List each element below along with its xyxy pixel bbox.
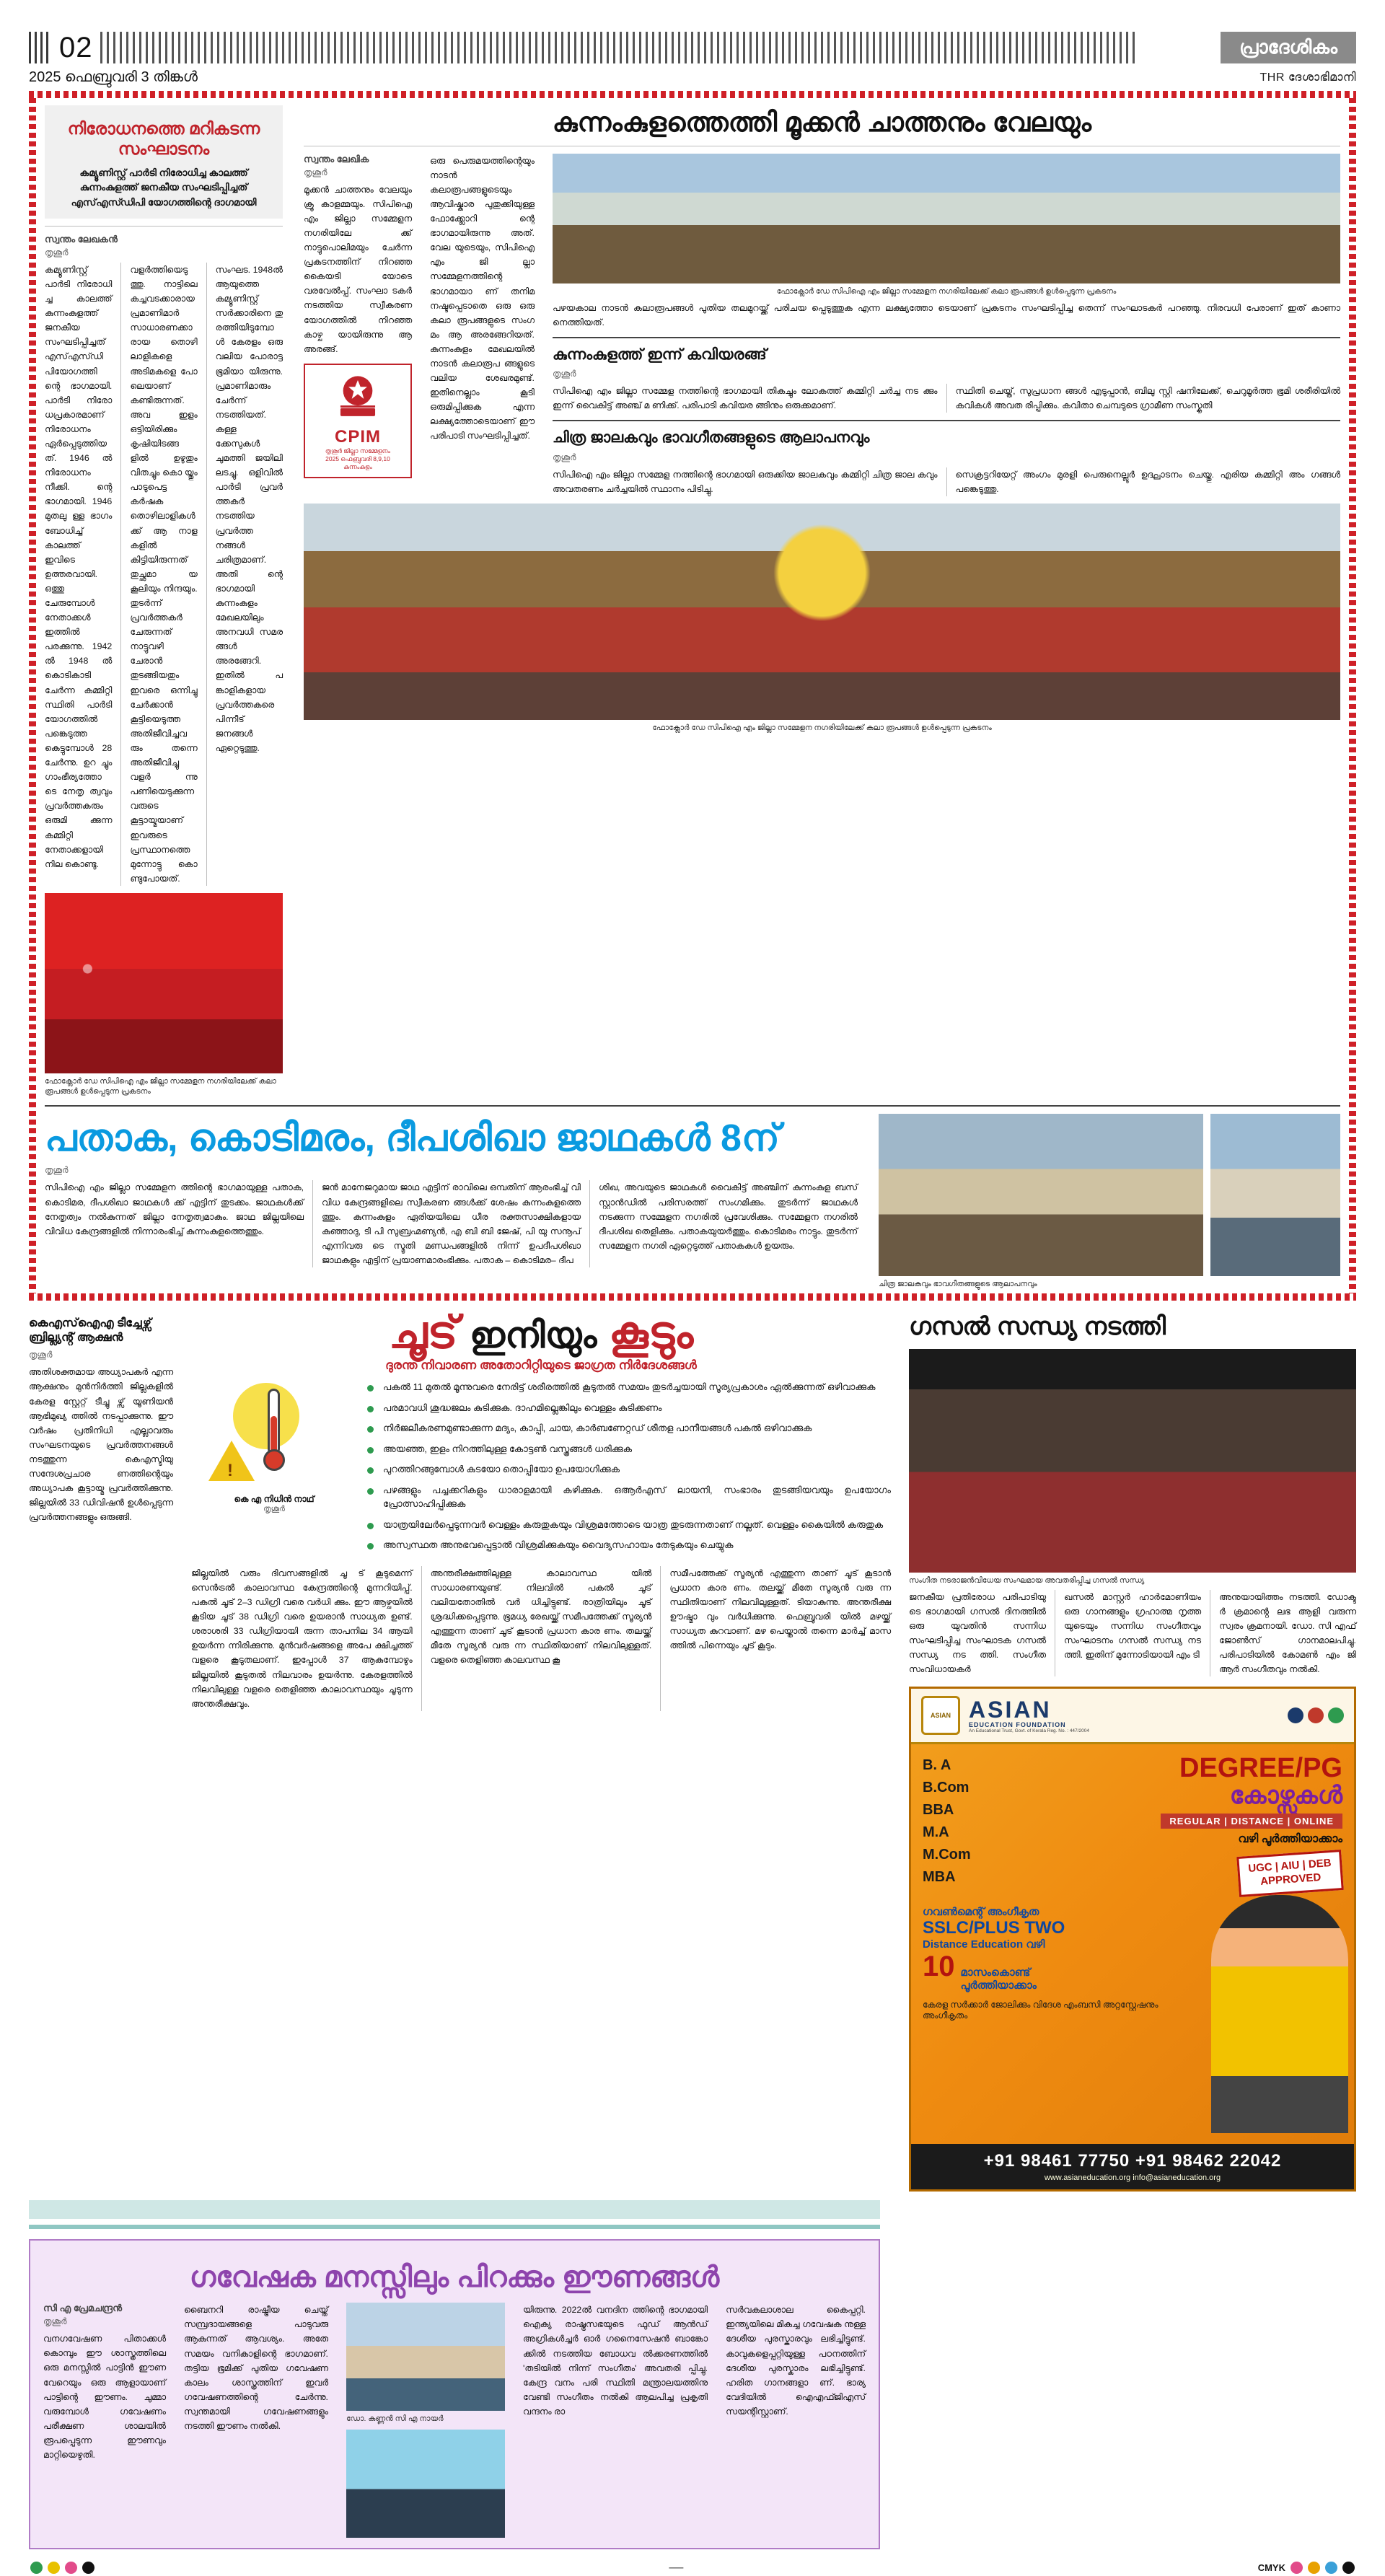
sub-article-1-headline: കുന്നംകുളത്ത് ഇന്ന് കവിയരങ്ങ് [553, 346, 767, 364]
barcode-left [29, 32, 52, 63]
heat-bullet-4: അയഞ്ഞ, ഇളം നിറത്തിലുള്ള കോട്ടൺ വസ്ത്രങ്ങൾ ധരിക്കുക [367, 1442, 891, 1456]
heat-bullet-3: നിർജലീകരണമുണ്ടാക്കുന്ന മദ്യം, കാപ്പി, ചായ, കാർബണേറ്റഡ് ശീതള പാനീയങ്ങൾ പകൽ ഒഴിവാക്കുക [367, 1421, 891, 1436]
ad-course-0: B. A [923, 1757, 951, 1774]
article-jatha [45, 1114, 858, 1267]
asian-logo-icon: ASIAN [921, 1696, 960, 1735]
heat-headline-red2: കൂടും [608, 1308, 694, 1358]
ad-course-5: MBA [923, 1869, 956, 1886]
ad-brand-name: ASIAN [969, 1696, 1052, 1723]
left-article-intro: കമ്യൂണിസ്റ്റ് പാർടി നിരോധിച്ച കാലത്ത് കുന്നംകുളത്ത് ജനകീയ സംഘടിപ്പിച്ചത് എസ്എസ്ഡിപി യോഗത്തിന്റെ ദാഗമായി [71, 167, 257, 208]
masthead-meta-row [29, 69, 1356, 86]
thermometer-graphic-block [191, 1380, 357, 1514]
teal-separator-line [29, 2225, 880, 2229]
center-article-col3: പഴയകാല നാടൻ കലാരൂപങ്ങൾ പുതിയ തലമുറയ്ക്ക് പരിചയ പ്പെടുത്തുക എന്ന ലക്ഷ്യത്തോ ടെയാണ് പ്രകടനം സംഘടിപ്പിച്ച തെന്ന് സംഘാടകർ പറഞ്ഞു. നിരവധി പേരാണ് ഇത് കാണാ നെത്തിയത്. [553, 302, 1340, 328]
heat-bullet-1: പകൽ 11 മുതൽ മൂന്നുവരെ നേരിട്ട് ശരീരത്തിൽ കൂടുതൽ സമയം തുടർച്ചയായി സൂര്യപ്രകാശം ഏൽക്കുന്നത് ഒഴിവാക്കുക [367, 1380, 891, 1394]
research-col4: സർവകലാശാല കൈപ്പറ്റി. ഇന്ത്യയിലെ മികച്ച ഗവേഷക നുള്ള ദേശീയ പുരസ്കാരവും ലഭിച്ചിട്ടുണ്ട്. കാവുകളെപ്പറ്റിയുള്ള പഠനത്തിന് ദേശീയ പുരസ്കാരം ലഭിച്ചിട്ടുണ്ട്. ഹരിത ഗാനങ്ങളാ ണ്. ഭാര്യ വേദിയിൽ ഐഎഫ്ജിഎസ് സയന്റിസ്റ്റാണ്. [726, 2305, 866, 2417]
left-article-byline: തൃശൂർ [45, 247, 69, 258]
badge-icon-1 [1288, 1707, 1303, 1723]
ad-mode-sub: വഴി പൂർത്തിയാക്കാം [1238, 1832, 1342, 1845]
ad-distance-line: Distance Education വഴി [923, 1938, 1045, 1951]
ad-phone-numbers[interactable]: +91 98461 77750 +91 98462 22042 [983, 2151, 1282, 2171]
barcode-fill [100, 32, 1218, 63]
masthead-bar-row [29, 30, 1356, 63]
photo-researcher-portrait [346, 2303, 505, 2411]
research-photo-col [346, 2303, 505, 2538]
jatha-byline: തൃശൂർ [45, 1165, 69, 1176]
ghazal-photo-caption: സംഗീത നടരാജൻവിധേയ സംഘമായ അവതരിപ്പിച്ച ഗസൽ സന്ധ്യ [909, 1575, 1145, 1585]
jatha-col1: സിപിഐ എം ജില്ലാ സമ്മേളന ത്തിന്റെ ഭാഗമായുള്ള പതാക, കൊടിമര, ദീപശിഖാ ജാഥകൾ ക്ക് എട്ടിന് തുടക്കം. ജാഥകൾക്ക് നേതൃത്വം നൽകുന്നത് ജില്ലാ നേതൃത്വമാകും. ജാഥ ജില്ലയിലെ വിവിധ കേന്ദ്രങ്ങളിൽ നിന്നാരംഭിച്ച് കുന്നംകുളത്തെത്തും. [45, 1182, 304, 1236]
heat-bullet-2: പരമാവധി ശുദ്ധജലം കുടിക്കുക. ദാഹമില്ലെങ്കിലും വെള്ളം കുടിക്കണം [367, 1401, 891, 1415]
ad-student-photo [1211, 1895, 1348, 2133]
badge-icon-3 [1328, 1707, 1344, 1723]
footer-dash: — [669, 2559, 684, 2576]
top-red-frame [29, 91, 1356, 1301]
cmyk-dot-yellow [1308, 2562, 1320, 2574]
sub-article-2-col1: സിപിഐ എം ജില്ലാ സമ്മേള നത്തിന്റെ ഭാഗമായി ഒരുക്കിയ ജാലകവും കമ്മിറ്റി ചിത്ര ജാല കവും അവതരണം ചർച്ചയിൽ സ്ഥാനം പിടിച്ചു. [553, 469, 938, 494]
heat-col1: ജില്ലയിൽ വരും ദിവസങ്ങളിൽ ചൂ ട് കൂടുമെന്ന് സെൻട്രൽ കാലാവസ്ഥ കേന്ദ്രത്തിന്റെ മുന്നറിയിപ്പ്. പകൽ ചൂട് 2–3 ഡിഗ്രി വരെ വർധി ക്കും. ഈ ആഴ്ചയിൽ കൂടിയ ചൂട് 38 ഡിഗ്രി വരെ ഉയരാൻ സാധ്യത ഉണ്ട്. ശരാശരി 33 ഡിഗ്രിയായി രുന്ന താപനില 34 ആയി ഉയർന്ന ന്നിരിക്കുന്നു. മുൻവർഷങ്ങളെ അപേ ക്ഷിച്ചത്ത് വളരെ കൂടുതലാണ്. ഇപ്പോൾ 37 ആകുമ്പോഴും ജില്ലയിൽ കൂടുതൽ നിലവാരം ഉയർന്നു. കേരളത്തിൽ നിലവിലുള്ള വളരെ തെളിഞ്ഞ കാലാവസ്ഥയും ചൂടുന്ന അന്തരീക്ഷവും. [191, 1568, 413, 1709]
heat-headline-black: ഇനിയും [470, 1315, 597, 1356]
ad-course-3: M.A [923, 1824, 949, 1841]
cmyk-dot-magenta [1291, 2562, 1303, 2574]
teal-separator-strip [29, 2200, 880, 2219]
ad-course-4: M.Com [923, 1847, 971, 1863]
jatha-headline: പതാക, കൊടിമരം, ദീപശിഖാ ജാഥകൾ 8ന് [45, 1117, 780, 1160]
kstu-byline: തൃശൂർ [29, 1350, 53, 1360]
jatha-col3: ശിഖ, അവയുടെ ജാഥകൾ വൈകിട്ട് അഞ്ചിന് കുന്നംകുള ബസ് സ്റ്റാൻഡിൽ പരിസരത്ത് സംഗമിക്കും. തുടർന്ന് ജാഥകൾ നടക്കുന്ന സമ്മേളന നഗരിൽ പ്രവേശിക്കും. സമ്മേളന നഗരിൽ ദീപശിഖ തെളിക്കും. പതാകയുയർത്തും. കൊടിമരം നാട്ടും. തുടർന്ന് സമ്മേളന നഗരി ഏറ്റെടുത്ത് പതാകകൾ ഉയരും. [599, 1182, 858, 1251]
research-kicker-col [43, 2303, 166, 2462]
ad-footer-note: കേരള സർക്കാർ ജോലിക്കും വിദേശ എംബസി അറ്റസ്റ്റേഷനും അംഗീകൃതം [923, 2000, 1158, 2021]
article-research [29, 2239, 880, 2549]
ad-approval-line: UGC | AIU | DEB [1247, 1856, 1332, 1875]
photo-ghazal-performance [909, 1349, 1356, 1573]
jatha-photo-block [879, 1114, 1340, 1289]
meeting-photo-caption: ഫോക്ലോർ ഡേ സിപിഐ എം ജില്ലാ സമ്മേളന നഗരിയിലേക്ക് കലാ രൂപങ്ങൾ ഉൾപ്പെടുന്ന പ്രകടനം [776, 286, 1117, 296]
kstu-text: അതിശക്തമായ അധ്യാപകർ എന്ന ആക്ഷനും മുൻനിർത്തി ജില്ലകളിൽ കേരള സ്റ്റേറ്റ് ടീച്ചു ഴ്സ് യൂണിയൻ ആഭിമുഖ്യ ത്തിൽ നടപ്പാക്കുന്നു. ഈ വർഷം പ്രതിനിധി എല്ലാവരും സംഘടനയുടെ പ്രവർത്തനങ്ങൾ നടത്തുന്ന കെഎസ്ടിയു സന്ദേശപ്രചാര ണത്തിന്റെയും അധ്യാപക കൂട്ടായ്മ പ്രവർത്തിക്കുന്നു. ജില്ലയിൽ 33 ഡിവിഷൻ ഉൾപ്പെടുന്ന പ്രവർത്തനങ്ങളും ഒരുങ്ങി. [29, 1367, 173, 1523]
ad-course-list [923, 1754, 1074, 1893]
sub-article-1-byline: തൃശൂർ [553, 369, 576, 379]
ad-degree-line: DEGREE/PG [1179, 1753, 1342, 1784]
middle-band [29, 1308, 1356, 2192]
left-article-kicker: സ്വന്തം ലേഖകൻ [45, 233, 118, 245]
photo-jatha-speaker [1210, 1114, 1340, 1276]
page-footer [29, 2549, 1356, 2576]
ghazal-col2: ഖസൽ മാസ്റ്റർ ഹാർമോണിയം ഒരു ഗാനങ്ങളും ഗ്രഹാത്മ നൃത്ത യുടെയും സന്നിധ സംഗീതവും സംഘാടനം ഗസൽ സന്ധ്യ നട ത്തി. ഇതിന് മുന്നോടിയായി എം ടി [1064, 1591, 1201, 1661]
ad-header [911, 1689, 1354, 1744]
ghazal-headline: ഗസൽ സന്ധ്യ നടത്തി [909, 1313, 1166, 1341]
center-article-kicker: സ്വന്തം ലേഖിക [304, 153, 369, 164]
heat-byline: തൃശൂർ [263, 1505, 285, 1514]
thermometer-bulb-icon [263, 1449, 285, 1471]
left-article-headline: നിരോധനത്തെ മറികടന്ന സംഘാടനം [67, 119, 260, 159]
red-frame-top-border [29, 91, 1356, 98]
research-photo-caption: ഡോ. കണ്ണൻ സി എ നായർ [346, 2414, 444, 2424]
ad-course-2: BBA [923, 1802, 954, 1819]
left-article-headbox [45, 105, 283, 219]
research-col4-block [726, 2303, 866, 2419]
center-mid-col [430, 154, 535, 444]
ad-contact-footer[interactable] [911, 2144, 1354, 2189]
cmyk-label: CMYK [1257, 2562, 1285, 2574]
heat-advisory-title: ദുരന്ത നിവാരണ അതോറിറ്റിയുടെ ജാഗ്രത നിർദേശങ്ങൾ [385, 1358, 697, 1373]
heat-bullet-list [357, 1380, 891, 1559]
heat-bullet-6: പഴങ്ങളും പച്ചക്കറികളും ധാരാളമായി കഴിക്കുക. ഒആർഎസ് ലായനി, സംഭാരം തുടങ്ങിയവയും ഉപയോഗം പ്രോത്സാഹിപ്പിക്കുക [367, 1483, 891, 1511]
ad-degree-line-ml: കോഴ്സുകൾ [1229, 1781, 1342, 1809]
thermometer-icon [198, 1380, 350, 1488]
article-heat [191, 1308, 892, 1710]
center-article-col2: ഒരു പെരുമയത്തിന്റെയും നാടൻ കലാരൂപങ്ങളുടെയും ആവിഷ്കാര പുതുക്കിയുള്ള ഫോക്ക്ലോറി ന്റെ ഭാഗമായിരുന്നു അത്. വേല യുടെയും, സിപിഐ എം ജി ല്ലാ സമ്മേളനത്തിന്റെ ഭാഗമായാ ണ് തനിമ നഷ്ടപ്പെടാതെ ഒരു ഒരു കലാ രൂപങ്ങളുടെ സംഗ മം ആ അരങ്ങേറിയത്. കുന്നംകുളം മേഖലയിൽ നാടൻ കലാരൂപ ങ്ങളുടെ വലിയ ശേഖരമുണ്ട്. ഇതിനെല്ലാം കൂടി ഒരുമിപ്പിക്കുക എന്ന ലക്ഷ്യത്തോടെയാണ് ഈ പരിപാടി സംഘടിപ്പിച്ചത്. [430, 155, 535, 441]
jatha-photo-caption: ചിത്ര ജാലകവും ഭാവഗീതങ്ങളുടെ ആലാപനവും [879, 1280, 1037, 1289]
heat-headline-red1: ചൂട് [388, 1308, 458, 1358]
ad-duration-number: 10 [923, 1951, 955, 1983]
section-tag: പ്രാദേശികം [1221, 32, 1356, 63]
ad-approval-sub: APPROVED [1259, 1871, 1322, 1888]
dot-green [30, 2562, 43, 2574]
ad-offer-block [1074, 1754, 1342, 1893]
publication-date: 2025 ഫെബ്രുവരി 3 തിങ്കൾ [29, 69, 198, 85]
ad-mode-badge: REGULAR | DISTANCE | ONLINE [1161, 1814, 1342, 1829]
cmyk-dot-black [1342, 2562, 1355, 2574]
ghazal-col3: അനുയായിത്തം നടത്തി. ഡോക്ട ർ ക്രമാൻ്റെ ലഭ ആളി വരുന്ന സ്വരം ക്രമനായി. ഡോ. സി എഫ് ജോൺസ് ഗാനമാലപിച്ചു. പരിപാടിയിൽ കോമൺ എം ജി ആർ സംഗീതവും നൽകി. [1219, 1591, 1356, 1675]
warning-exclamation-icon: ! [227, 1461, 233, 1481]
photo-jatha-meeting [879, 1114, 1203, 1276]
photo-studio-mic [346, 2430, 505, 2538]
sub-article-1-col2: സ്ഥിതി ചെയ്ത്, സുപ്രധാന ങ്ങൾ എടുപ്പാൻ, ബിലു സ്റ്റി ഷനിലേക്ക്, ചെറുമൂർത്ത ഭൂമി ശരീരിയിൽ കവികൾ അവത രിപ്പിക്കും. കവിതാ ചെമ്പടുടെ ഗ്രാമീണ സംസ്കൃതി [955, 386, 1340, 411]
jatha-col2: ജൻ മാനേജറുമായ ജാഥ എട്ടിന് രാവിലെ ഒമ്പതിന് ആരംഭിച്ച് വി വിധ കേന്ദ്രങ്ങളിലെ സ്വീകരണ ങ്ങൾക്ക് ശേഷം കുന്നംകുളത്തെ ത്തും. കുന്നംകുളം ഏരിയയിലെ ധീര രക്തസാക്ഷികളായ കുഞ്ഞാദു, ടി പി സുബ്രഹ്മണ്യൻ, എ ബി ബി ജേഷ്, പി യു സനൂപ് എന്നിവരു ടെ സ്മൃതി മണ്ഡപങ്ങളിൽ നിന്ന് ഉപദീപശിഖാ ജാഥകളും എട്ടിന് പ്രയാണമാരംഭിക്കും. പതാക – കൊടിമര– ദീപ [322, 1182, 581, 1265]
cpim-logo-block [304, 364, 412, 478]
red-frame-left-border [29, 98, 36, 1293]
ad-months-line: മാസംകൊണ്ട് [960, 1966, 1031, 1979]
cmyk-dot-cyan [1325, 2562, 1337, 2574]
cmyk-marks [1258, 2562, 1355, 2574]
red-frame-right-border [1349, 98, 1356, 1293]
heat-col2: അന്തരീക്ഷത്തിലുള്ള കാലാവസ്ഥ യിൽ സാധാരണയുണ്ട്. നിലവിൽ പകൽ ചൂട് വലിയതോതിൽ വർ ധിച്ചിട്ടുണ്ട്. രാത്രിയിലും ചൂട് ശ്രദ്ധിക്കപ്പെടുന്നു. ഭൂമധ്യ രേഖയ്ക്ക് സമീപത്തേക്ക് സൂര്യൻ എത്തുന്ന താണ് ചൂട് കൂടാൻ പ്രധാന കാര ണം. തലയ്ക്ക് മീതേ സൂര്യൻ വരു ന്ന സ്ഥിതിയാണ് നിലവിലുള്ളത്. വളരെ തെളിഞ്ഞ കാലവസ്ഥ കൂ [430, 1568, 652, 1666]
cpim-logo-title: CPIM [335, 426, 381, 447]
heat-author: കെ എ നിധിൻ നാഥ് [234, 1494, 315, 1505]
ad-complete-line: പൂർത്തിയാക്കാം [960, 1979, 1037, 1992]
ad-asian-education[interactable] [909, 1687, 1356, 2192]
dot-black [82, 2562, 94, 2574]
sun-icon [233, 1383, 299, 1449]
ad-brand-registration: An Educational Trust, Govt. of Kerala Reg. No. : 447/2004 [969, 1728, 1089, 1733]
article-kstu [29, 1311, 173, 1524]
left-article-col1: കമ്യൂണിസ്റ്റ് പാർടി നിരോധി ച്ച കാലത്ത് കുന്നംകുളത്ത് ജനകീയ സംഘടിപ്പിച്ചത് എസ്എസ്ഡിപിയോഗത്തി ന്റെ ഭാഗമായി. പാർടി നിരോ ധപ്രകാരമാണ് നിരോധനം ഏർപ്പെടുത്തിയത്. 1946 ൽ നിരോധനം നീക്കി. ന്റെ ഭാഗമായി. 1946 മുതലു ള്ള ഭാഗം ബോധിച്ച് കാലത്ത് ഇവിടെ ഉത്തരവായി. ഒത്തു ചേരുമ്പോൾ നേതാക്കൾ ഇത്തിൽ പരക്കുന്നു. 1942 ൽ 1948 ൽ കൊടികാടി ചേർന്ന കമ്മിറ്റി സ്ഥിതി പാർടി യോഗത്തിൽ പങ്കെടുത്ത കെട്ടുമ്പോൾ 28 ചേർന്നു. ഉറ ച്ചും ഗാംഭീര്യത്തോടെ നേതൃ ത്വവും പ്രവർത്തകരും ഒരുമി ക്കുന്ന കമ്മിറ്റി നേതാക്കളായി നില കൊണ്ടു. [45, 264, 113, 869]
center-article-col1: മൂക്കൻ ചാത്തനും വേലയും ക്രൂ കാളമ്മയും. സിപിഐ എം ജില്ലാ സമ്മേളന നഗരിയിലേ ക്ക് നാട്ടുപൊലിമയും ചേർന്ന പ്രകടനത്തിന് നിറഞ്ഞ കൈയടി യോടെ വരവേൽപ്പ്. സംഘാ ടകർ നടത്തിയ സ്വീകരണ യോഗത്തിൽ നിറഞ്ഞ കാഴ്ച യായിരുന്നു ആ അരങ്ങ്. [304, 184, 412, 354]
sub-article-2-headline: ചിത്ര ജാലകവും ഭാവഗീതങ്ങളുടെ ആലാപനവും [553, 429, 870, 447]
rally-photo-caption: ഫോക്ലോർ ഡേ സിപിഐ എം ജില്ലാ സമ്മേളന നഗരിയിലേക്ക് കലാ രൂപങ്ങൾ ഉൾപ്പെടുന്ന പ്രകടനം [45, 1076, 276, 1096]
ad-govt-line: ഗവൺമെന്റ് അംഗീകൃത [923, 1906, 1039, 1919]
ghazal-col1: ജനകീയ പ്രതിരോധ പരിപാടിയു ടെ ഭാഗമായി ഗസൽ ദിനത്തിൽ ഒരു യുവതിൻ സന്നിധ സംഘടിപ്പിച്ച സംഘാടക ഗസൽ സന്ധ്യ നട ത്തി. സംഗീത സംവിധായകർ [909, 1591, 1046, 1675]
sub-article-2-byline: തൃശൂർ [553, 452, 576, 462]
cpim-emblem-icon [331, 371, 384, 424]
dot-yellow [48, 2562, 60, 2574]
right-column-stack [553, 154, 1340, 496]
registration-dots-left [30, 2562, 94, 2574]
research-col3: യിരുന്നു. 2022ൽ വനദിന ത്തിന്റെ ഭാഗമായി ഐക്യ രാഷ്ട്രസഭയുടെ ഫുഡ് ആൻഡ് അഗ്രികൾച്ചർ ഓർ ഗനൈസേഷൻ ബാങ്കോ ക്കിൽ നടത്തിയ ബോധവ ൽക്കരണത്തിൽ 'തടിയിൽ നിന്ന് സംഗീതം' അവതരി പ്പിച്ചു. കേന്ദ്ര വനം പരി സ്ഥിതി മന്ത്രാലയത്തിനു വേണ്ടി സംഗീതം നൽകി ആലപിച്ച പ്രകൃതി വന്ദനം രാ [523, 2305, 708, 2417]
ad-approval-badges [1288, 1707, 1344, 1723]
center-left-col [304, 154, 412, 478]
research-byline: തൃശൂർ [43, 2316, 67, 2327]
photo-meeting-crowd [553, 154, 1340, 283]
ad-course-1: B.Com [923, 1780, 970, 1796]
photo-cpim-rally [45, 893, 283, 1073]
heat-bullet-8: അസ്വസ്ഥത അനുഭവപ്പെട്ടാൽ വിശ്രമിക്കുകയും വൈദ്യസഹായം തേടുകയും ചെയ്യുക [367, 1538, 891, 1552]
left-article-col3: സംഘട. 1948ൽ ആയുത്തെ കമ്യൂണിസ്റ്റ് സർക്കാരിനെ തു രത്തിയിടുമ്പോൾ കേരളം ഒരു വലിയ പോരാട്ട ഭൂമിയാ യിരുന്നു. പ്രമാണിമാരും ചേർന്ന് നടത്തിയത്. കള്ള ക്കേസുകൾ ചുമത്തി ജയിലി ലടച്ചു. ഒളിവിൽ പാർടി പ്രവർ ത്തകർ നടത്തിയ പ്രവർത്ത നങ്ങൾ ചരിത്രമാണ്. അതി ന്റെ ഭാഗമായി കുന്നംകുളം മേഖലയിലും അനവധി സമര ങ്ങൾ അരങ്ങേറി. ഇതിൽ പ ങ്കാളികളായ പ്രവർത്തകരെ പിന്നീട് ജനങ്ങൾ ഏറ്റെടുത്തു. [215, 264, 283, 753]
heat-col3: സമീപത്തേക്ക് സൂര്യൻ എത്തുന്ന താണ് ചൂട് കൂടാൻ പ്രധാന കാര ണം. തലയ്ക്ക് മീതേ സൂര്യൻ വരു ന്ന സ്ഥിതിയാണ് നിലവിലുള്ളത്. ടിയാകുന്നു. അന്തരീക്ഷ ഊഷ്മാ വും വർധിക്കുന്നു. ഫെബ്രുവരി യിൽ മഴയ്ക്ക് സാധ്യത കുറവാണ്. മഴ പെയ്താൽ തന്നെ മാർച്ച് മാസ ത്തിൽ പിന്നെയും ചൂട് കൂടും. [669, 1568, 892, 1651]
research-col1: വനഗവേഷണ പിതാക്കൾ കൊമ്പും ഈ ശാസ്ത്രത്തിലെ ഒരു മനസ്സിൽ പാട്ടിൻ ഈണ വേറെയും ഒരു ആളായാണ് പാട്ടിന്റെ ഈണം. ചുമ്മാ വരുമ്പോൾ ഗവേഷണം പരീക്ഷണ ശാലയിൽ രൂപപ്പെടുന്ന ഈണവും മാറ്റിയെഴുതി. [43, 2334, 166, 2460]
research-col2-block [184, 2303, 328, 2433]
masthead [29, 0, 1356, 87]
red-frame-bottom-border [29, 1293, 1356, 1301]
theyyam-photo-caption: ഫോക്ലോർ ഡേ സിപിഐ എം ജില്ലാ സമ്മേളന നഗരിയിലേക്ക് കലാ രൂപങ്ങൾ ഉൾപ്പെടുന്ന പ്രകടനം [652, 723, 992, 732]
sub-article-1-col1: സിപിഐ എം ജില്ലാ സമ്മേള നത്തിന്റെ ഭാഗമായി തികച്ചും ലോകത്ത് കമ്മിറ്റി ചർച്ച നട ക്കും ഇന്ന് വൈകിട്ട് അഞ്ച് മ ണിക്ക്. പരിപാടി കവിയര ങ്ങിനും ഒരുക്കമാണ്. [553, 386, 938, 411]
article-nirodhanam [45, 105, 283, 1096]
research-kicker: സി എ പ്രേമചന്ദ്രൻ [43, 2303, 123, 2314]
center-article-byline: തൃശൂർ [304, 167, 327, 177]
page-number: 02 [59, 32, 93, 63]
badge-icon-2 [1308, 1707, 1324, 1723]
ad-approval-stamp [1236, 1850, 1344, 1897]
photo-theyyam-performers [304, 504, 1340, 720]
ad-sslc-line: SSLC/PLUS TWO [923, 1918, 1065, 1938]
ad-brand-sub: EDUCATION FOUNDATION [969, 1720, 1066, 1728]
research-col3-block [523, 2303, 708, 2419]
ad-website[interactable]: www.asianeducation.org info@asianeducation.org [1044, 2173, 1221, 2183]
research-headline: ഗവേഷക മനസ്സിലും പിറക്കും ഈണങ്ങൾ [189, 2261, 720, 2294]
left-article-col2: വളർത്തിയെടുത്തു. നാട്ടിലെ കച്ചവടക്കാരായ പ്രമാണിമാർ സാധാരണക്കാരായ തൊഴി ലാളികളെ അടിമകളെ പോ ലെയാണ് കണ്ടിരുന്നത്. അവ ഇളം ഒട്ടിയിരിക്കും കൃഷിയിടങ്ങ ളിൽ ഉഴുതും വിതച്ചും കൊ യ്തും പാടുപെട്ട കർഷക തൊഴിലാളികൾക്ക് ആ നാള കളിൽ കിട്ടിയിരുന്നത് തുച്ഛമാ യ കൂലിയും നിന്ദയും. തുടർന്ന് പ്രവർത്തകർ ചേരുന്നത് നാട്ടുവഴി ചേരാൻ തുടങ്ങിയതും ഇവരെ ഒന്നിച്ചു ചേർക്കാൻ കൂട്ടിയെടുത്ത അതിജീവിച്ചവ രും തന്നെ അതിജീവിച്ചു വളർ ന്നു പണിയെടുക്കുന്നവരുടെ കൂട്ടായ്മയാണ് ഇവരുടെ പ്രസ്ഥാനത്തെ മുന്നോട്ടു കൊ ണ്ടുപോയത്. [130, 264, 198, 884]
kstu-headline: കെഎസ്ഐഎ ടീച്ചേഴ്സ് ബ്രില്ല്യൻ്റ് ആക്ഷൻ [29, 1317, 151, 1345]
right-band-column [909, 1311, 1356, 2192]
cpim-logo-sub: തൃശൂർ ജില്ലാ സമ്മേളനം 2025 ഫെബ്രുവരി 8,9,10 കുന്നംകുളം [325, 447, 391, 470]
sub-article-2-col2: സെക്രട്ടറിയേറ്റ് അംഗം മുരളി പെരുനെല്ലൂർ ഉദ്ഘാടനം ചെയ്തു. എരിയ കമ്മിറ്റി അം ഗങ്ങൾ പങ്കെടുത്തു. [955, 469, 1340, 494]
research-col2: ബൈനറി രാഷ്ട്രീയ ചെയ്ത് സമ്പ്രദായങ്ങളെ പാടുവരു ആകുന്നത് ആവശ്യം. അതേ സമയം വനികാളിന്റെ ഭാഗമാണ്. തട്ടിയ ഭൂമിക്ക് പുതിയ ഗവേഷണ കാലം ശാസ്ത്രത്തിന് ഇവർ ഗവേഷണത്തിന്റെ ചേർന്നു. സ്വന്തമായി ഗവേഷണങ്ങളും നടത്തി ഈണം നൽകി. [184, 2305, 328, 2431]
heat-bullet-5: പുറത്തിറങ്ങുമ്പോൾ കുടയോ തൊപ്പിയോ ഉപയോഗിക്കുക [367, 1462, 891, 1477]
publication-brand: THR ദേശാഭിമാനി [1259, 71, 1356, 84]
heat-bullet-7: യാത്രയിലേർപ്പെടുന്നവർ വെള്ളം കരുതുകയും വിശ്രമത്തോടെ യാത്ര തുടരുന്നതാണ് നല്ലത്. വെള്ളം കൈയിൽ കരുതുക [367, 1518, 891, 1532]
center-article-headline: കുന്നംകുളത്തെത്തി മൂക്കൻ ചാത്തനും വേലയും [552, 107, 1092, 137]
dot-pink [65, 2562, 77, 2574]
ad-main-body [911, 1744, 1354, 1903]
